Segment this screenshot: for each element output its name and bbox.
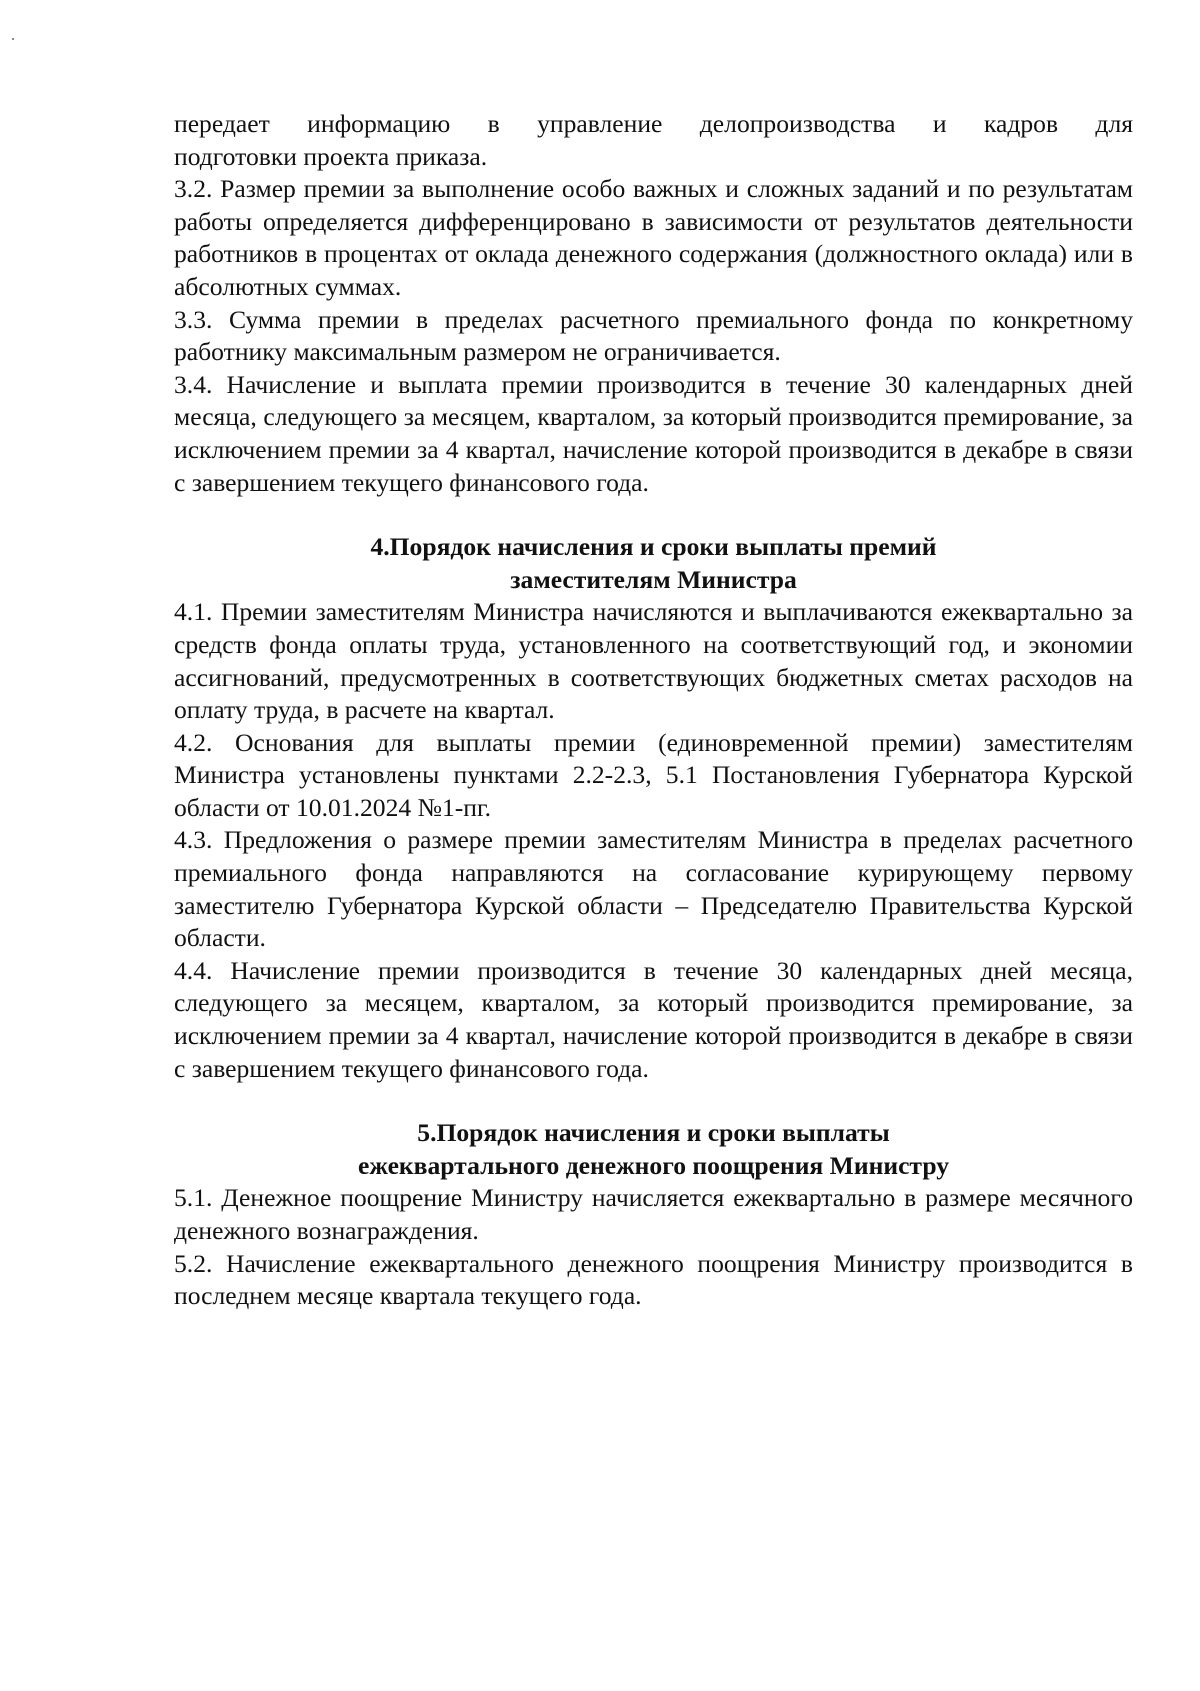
section-5-heading-line-1: 5.Порядок начисления и сроки выплаты <box>417 1118 890 1148</box>
scan-dot <box>12 38 14 40</box>
intro-line-1: передает информацию в управление делопроизводства и кадров для <box>174 109 1133 138</box>
section-4-heading-line-2: заместителям Министра <box>510 564 797 594</box>
paragraph-5-2: 5.2. Начисление ежеквартального денежного поощрения Министру производится в последнем месяце квартала текущего года. <box>174 1248 1133 1311</box>
paragraph-4-1: 4.1. Премии заместителям Министра начисляются и выплачиваются ежеквартально за средств фонда оплаты труда, установленного на соответствующий год, и экономии ассигнований, предусмотренных в соответствующих бюджетных сметах расходов на оплату труда, в расчете на квартал. <box>174 597 1133 725</box>
section-5-heading-line-2: ежеквартального денежного поощрения Министру <box>357 1150 950 1180</box>
paragraph-3-2: 3.2. Размер премии за выполнение особо важных и сложных заданий и по результатам работы определяется дифференцировано в зависимости от результатов деятельности работников в процентах от оклада денежного содержания (должностного оклада) или в абсолютных суммах. <box>174 174 1133 301</box>
paragraph-4-4: 4.4. Начисление премии производится в течение 30 календарных дней месяца, следующего за месяцем, кварталом, за который производится премирование, за исключением премии за 4 квартал, начисление которой производится в декабре в связи с завершением текущего финансового года. <box>174 955 1133 1083</box>
document-body <box>174 108 1133 1313</box>
paragraph-4-3: 4.3. Предложения о размере премии заместителям Министра в пределах расчетного премиального фонда направляются на согласование курирующему первому заместителю Губернатора Курской области – Председателю Правительства Курской области. <box>174 825 1133 953</box>
paragraph-3-3: 3.3. Сумма премии в пределах расчетного премиального фонда по конкретному работнику максимальным размером не ограничивается. <box>174 304 1133 367</box>
section-gap <box>174 499 1133 531</box>
paragraph-4-2: 4.2. Основания для выплаты премии (единовременной премии) заместителям Министра установлены пунктами 2.2-2.3, 5.1 Постановления Губернатора Курской области от 10.01.2024 №1-пг. <box>174 727 1133 822</box>
section-4-heading-line-1: 4.Порядок начисления и сроки выплаты премий <box>370 532 937 562</box>
intro-line-2: подготовки проекта приказа. <box>174 141 488 171</box>
paragraph-5-1: 5.1. Денежное поощрение Министру начисляется ежеквартально в размере месячного денежного вознаграждения. <box>174 1183 1133 1245</box>
paragraph-3-4: 3.4. Начисление и выплата премии производится в течение 30 календарных дней месяца, следующего за месяцем, кварталом, за который производится премирование, за исключением премии за 4 квартал, начисление которой производится в декабре в связи с завершением текущего финансового года. <box>174 369 1133 497</box>
section-gap <box>174 1085 1133 1117</box>
